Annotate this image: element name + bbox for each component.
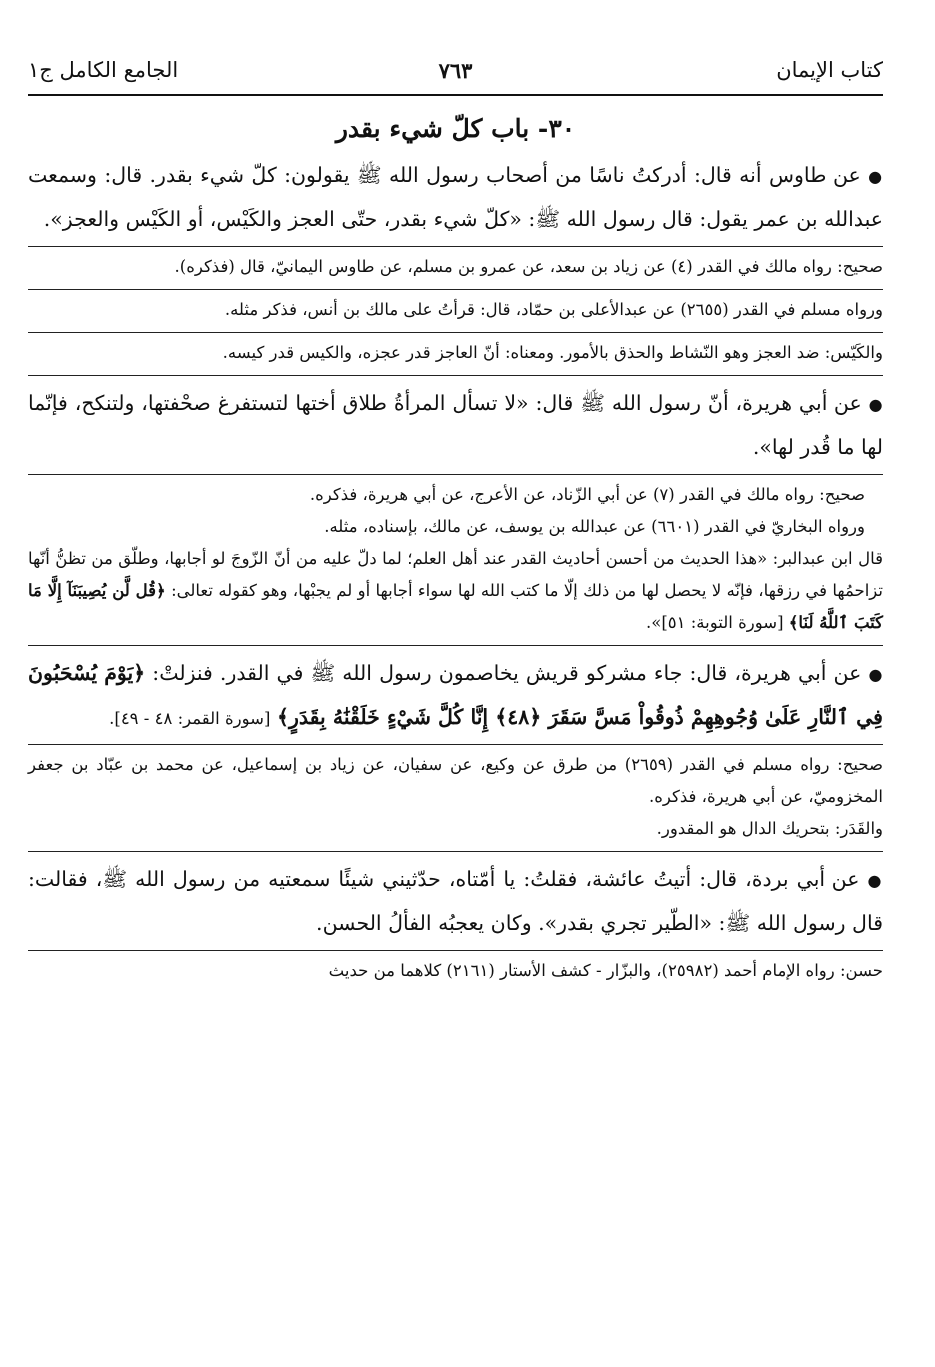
divider (28, 375, 883, 376)
hadith-1 (28, 152, 883, 240)
divider (28, 246, 883, 247)
divider (28, 645, 883, 646)
quran-verse: ﴿قُل لَّن يُصِيبَنَآ إِلَّا مَا كَتَبَ ٱللَّهُ لَنَا﴾ (28, 581, 883, 632)
divider (28, 332, 883, 333)
chapter-title: ٣٠- باب كلّ شيء بقدر (335, 114, 576, 143)
page (28, 52, 883, 1352)
bullet-icon: ● (868, 665, 883, 684)
surah-reference: [سورة القمر: ٤٨ - ٤٩]. (109, 709, 271, 728)
hadith-1-text: عن طاوس أنه قال: أدركتُ ناسًا من أصحاب رسول الله ﷺ يقولون: كلّ شيء بقدر. قال: وسمعت عبدالله بن عمر يقول: قال رسول الله ﷺ: «كلّ شيء بقدر، حتّى العجز والكَيْس، أو الكَيْس والعجز». (28, 163, 883, 231)
hadith-2 (28, 380, 883, 468)
note: صحيح: رواه مسلم في القدر (٢٦٥٩) من طرق عن وكيع، عن سفيان، عن زياد بن إسماعيل، عن محمد بن عبّاد بن جعفر المخزوميّ، عن أبي هريرة، فذكره. (28, 755, 883, 806)
bullet-icon: ● (868, 395, 883, 414)
note: حسن: رواه الإمام أحمد (٢٥٩٨٢)، والبزّار - كشف الأستار (٢١٦١) كلاهما من حديث (328, 961, 883, 980)
divider (28, 289, 883, 290)
hadith-3-text: عن أبي هريرة، قال: جاء مشركو قريش يخاصمون رسول الله ﷺ في القدر. فنزلتْ: (152, 661, 862, 685)
divider (28, 851, 883, 852)
hadith-4-text: عن أبي بردة، قال: أتيتُ عائشة، فقلتُ: يا أمّتاه، حدّثيني شيئًا سمعتيه من رسول الله ﷺ، فقالت: قال رسول الله ﷺ: «الطّير تجري بقدر». وكان يعجبُه الفألُ الحسن. (28, 867, 883, 935)
note: صحيح: رواه مالك في القدر (٧) عن أبي الزّناد، عن الأعرج، عن أبي هريرة، فذكره. (309, 485, 865, 504)
note: والكَيّس: ضد العجز وهو النّشاط والحذق بالأمور. ومعناه: أنّ العاجز قدر عجزه، والكيس قدر كيسه. (222, 343, 883, 362)
hadith-4 (28, 856, 883, 944)
note: والقَدَر: بتحريك الدال هو المقدور. (656, 819, 883, 838)
bullet-icon: ● (868, 167, 883, 186)
hadith-3 (28, 650, 883, 738)
book-title: الجامع الكامل ج١ (28, 58, 179, 82)
note: ورواه مسلم في القدر (٢٦٥٥) عن عبدالأعلى بن حمّاد، قال: قرأتُ على مالك بن أنس، فذكر مثله. (224, 300, 883, 319)
note (28, 543, 883, 639)
divider (28, 950, 883, 951)
note: ورواه البخاريّ في القدر (٦٦٠١) عن عبدالله بن يوسف، عن مالك، بإسناده، مثله. (324, 517, 865, 536)
page-number: ٧٦٣ (438, 58, 473, 83)
divider (28, 744, 883, 745)
note-text: قال ابن عبدالبر: «هذا الحديث من أحسن أحاديث القدر عند أهل العلم؛ لما دلّ عليه من أنّ الزّوجَ لو أجابها، وطلّق من تظنُّ أنّها تزاحمُها في رزقها، فإنّه لا يحصل لها من ذلك إلّا ما كتب الله لها سواء أجابها أو لم يجبْها، وهو كقوله تعالى: (28, 549, 884, 600)
bullet-icon: ● (867, 871, 883, 890)
note: صحيح: رواه مالك في القدر (٤) عن زياد بن سعد، عن عمرو بن مسلم، عن طاوس اليمانيّ، قال (فذكره). (174, 257, 883, 276)
surah-reference: [سورة التوبة: ٥١]». (645, 613, 784, 632)
hadith-2-text: عن أبي هريرة، أنّ رسول الله ﷺ قال: «لا تسأل المرأةُ طلاق أختها لتستفرغ صحْفتها، ولتنكح، فإنّما لها ما قُدر لها». (28, 391, 883, 459)
book-section-title: كتاب الإيمان (776, 58, 883, 82)
divider (28, 474, 883, 475)
page-header (28, 52, 883, 96)
quran-verse: ﴿يَوْمَ يُسْحَبُونَ فِي ٱلنَّارِ عَلَىٰ وُجُوهِهِمْ ذُوقُواْ مَسَّ سَقَرَ ﴿٤٨﴾ إِنَّا كُلَّ شَيْءٍ خَلَقْنَٰهُ بِقَدَرٍ﴾ (28, 661, 883, 729)
